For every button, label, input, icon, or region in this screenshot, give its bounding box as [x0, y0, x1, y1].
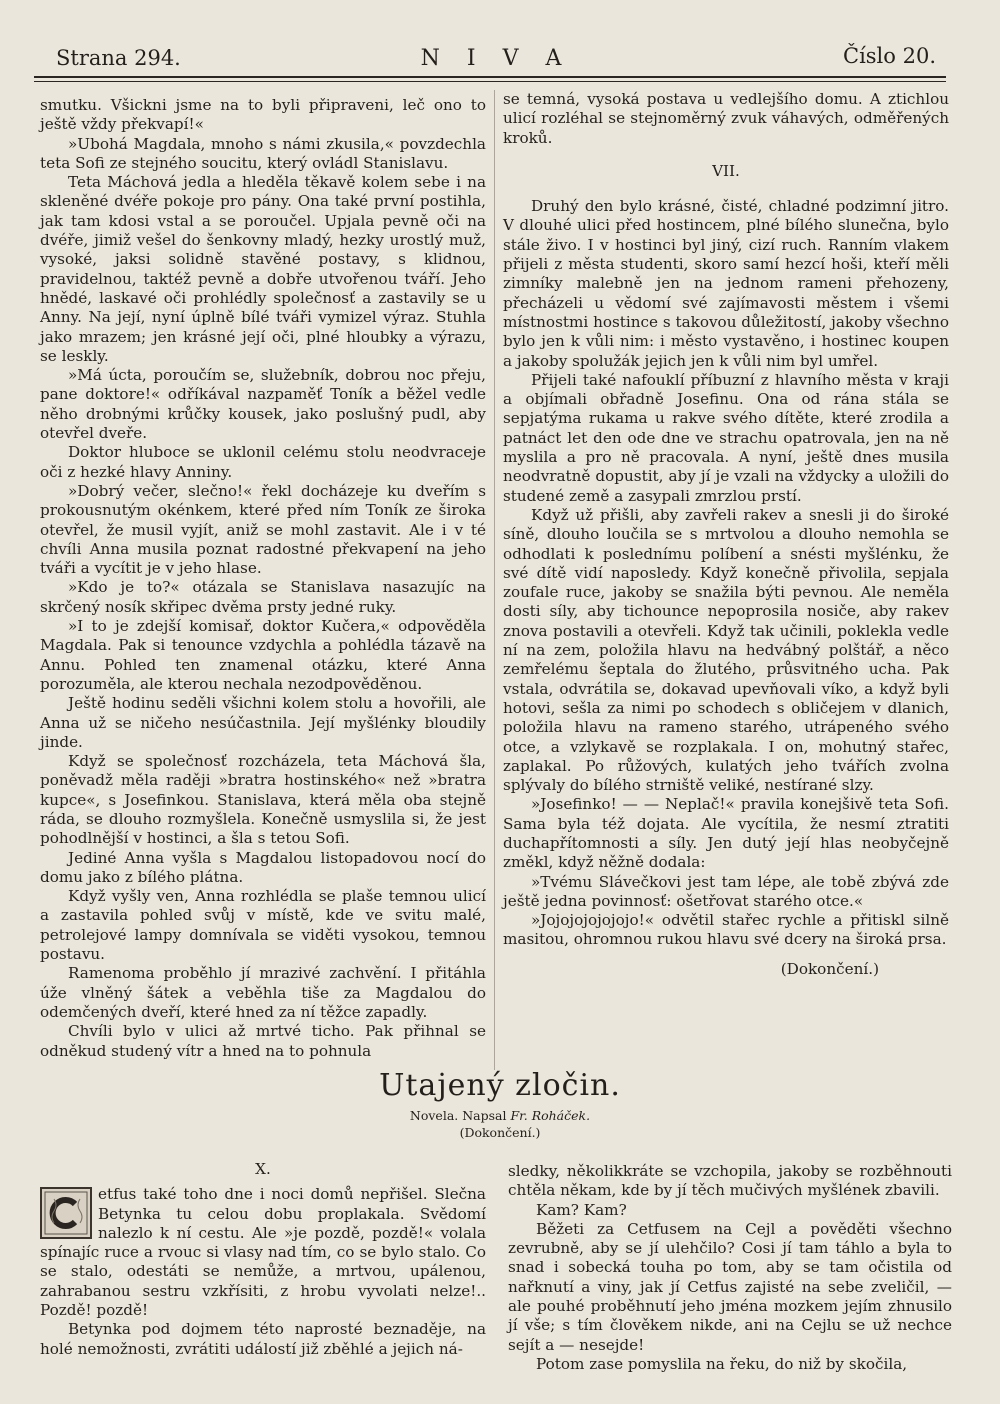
column-divider [494, 90, 495, 1070]
author-name: Fr. Roháček. [510, 1108, 591, 1123]
dropcap-ornament [40, 1187, 92, 1239]
paragraph: Doktor hluboce se uklonil celému stolu neodvraceje oči z hezké hlavy Anniny. [40, 443, 486, 481]
story-left-column [40, 1160, 486, 1359]
dropcap-c-icon [42, 1189, 90, 1237]
paragraph: se temná, vysoká postava u vedlejšího domu. A ztichlou ulicí rozléhal se stejnoměrný zvuk váhavých, odměřených kroků. [503, 90, 949, 147]
right-column [503, 90, 949, 979]
left-column [40, 96, 486, 1061]
paragraph: Když se společnosť rozcházela, teta Máchová šla, poněvadž měla raději »bratra hostinského« než »bratra kupce«, s Josefinkou. Stanislava, která měla oba stejně ráda, se dlouho rozmyšlela. Konečně usmyslila si, že jest pohodlnější v hostinci, a šla s tetou Sofi. [40, 752, 486, 848]
page-number: Strana 294. [56, 46, 181, 70]
story-byline [0, 1107, 1000, 1141]
paragraph: etfus také toho dne i noci domů nepřišel. Slečna Betynka tu celou dobu proplakala. Svědomí nalezlo k ní cestu. Ale »je pozdě, pozdě!« volala spínajíc ruce a rvouc si vlasy nad tím, co se bylo stalo. Co se stalo, odestáti se nemůže, a mrtvou, upálenou, zahrabanou sestru vzkřísiti, z hrobu vyvolati nelze!.. Pozdě! pozdě! [40, 1185, 486, 1320]
story-right-column [508, 1162, 952, 1374]
paragraph: Ramenoma proběhlo jí mrazivé zachvění. I přitáhla úže vlněný šátek a veběhla tiše za Magdalou do odemčených dveří, které hned za ní těžce zapadly. [40, 964, 486, 1021]
paragraph: »Josefinko! — — Neplač!« pravila konejšivě teta Sofi. Sama byla též dojata. Ale vycítila, že nesmí ztratiti duchapřítomnosti a síly. Jen dutý její hlas neobyčejně změkl, když něžně dodala: [503, 795, 949, 872]
paragraph: »Kdo je to?« otázala se Stanislava nasazujíc na skrčený nosík skřipec dvěma prsty jedné ruky. [40, 578, 486, 616]
paragraph: »Dobrý večer, slečno!« řekl docházeje ku dveřím s prokousnutým okénkem, které před ním Toník ze široka otevřel, že musil vyjít, aniž se mohl zastavit. Ale i v té chvíli Anna musila poznat radostné překvapení na jeho tváři a vycítit je v jeho hlase. [40, 481, 486, 578]
chapter-number: X. [255, 1160, 271, 1178]
paragraph: smutku. Všickni jsme na to byli připraveni, leč ono to ještě vždy překvapí!« [40, 96, 486, 134]
paragraph: sledky, několikkráte se vzchopila, jakoby se rozběhnouti chtěla někam, kde by jí těch mučivých myšlének zbavili. [508, 1162, 952, 1200]
paragraph: Když už přišli, aby zavřeli rakev a snesli ji do široké síně, dlouho loučila se s mrtvolou a dlouho nemohla se odhodlati k poslednímu políbení a snésti myšlénku, že své dítě vidí naposledy. Když konečně přivolila, sepjala zoufale ruce, jakoby se snažila býti pevnou. Ale neměla dosti síly, aby tichounce nepoprosila nosiče, aby rakev znova postavili a otevřeli. Když tak učinili, poklekla vedle ní na zem, položila hlavu na hedvábný polštář, a něco zemřelému šeptala do žlutého, průsvitného ucha. Pak vstala, odvrátila se, dokavad upevňovali víko, a když byli hotovi, sešla za nimi po schodech s obličejem v dlanich, položila hlavu na rameno starého, utrápeného svého otce, a vzlykavě se rozplakala. I on, mohutný stařec, zaplakal. Po růžových, kulatých jeho tvářích zvolna splývaly do bílého strniště veliké, nestírané slzy. [503, 505, 949, 795]
paragraph: Chvíli bylo v ulici až mrtvé ticho. Pak přihnal se odněkud studený vítr a hned na to pohnula [40, 1022, 486, 1060]
paragraph: Potom zase pomyslila na řeku, do niž by skočila, [536, 1354, 908, 1373]
paragraph: Teta Máchová jedla a hleděla těkavě kolem sebe i na skleněné dvéře pokoje pro pány. Ona také první postihla, jak tam kdosi vstal a se poroučel. Upjala pevně oči na dvéře, jimiž vešel do šenkovny mladý, hezky urostlý muž, vysoké, jaksi solidně stavěné postavy, s klidnou, pravidelnou, taktéž pevně a dobře utvořenou tváří. Jeho hnědé, laskavé oči prohlédly společnosť a zastavily se u Anny. Na její, nyní úplně bílé tváři vymizel výraz. Stuhla jako mrazem; jen krásné její oči, plné hloubky a výrazu, se leskly. [40, 173, 486, 365]
story-title: Utajený zločin. [379, 1068, 621, 1103]
paragraph: Kam? Kam? [536, 1200, 627, 1219]
paragraph: Druhý den bylo krásné, čisté, chladné podzimní jitro. V dlouhé ulici před hostincem, plné bílého slunečna, bylo stále živo. I v hostinci byl jiný, cizí ruch. Ranním vlakem přijeli z města studenti, skoro samí hezcí hoši, kteří měli zimníky malebně jen na jednom rameni přehozeny, přecházeli u vědomí své zajímavosti městem i všemi místnostmi hostince s takovou důležitostí, jakoby všechno bylo jen k vůli nim: i město vystavěno, i hostinec koupen a jakoby spolužák jejich jen k vůli nim byl umřel. [503, 197, 949, 370]
header-rule-thin [34, 81, 946, 82]
paragraph: »Má úcta, poroučím se, služebník, dobrou noc přeju, pane doktore!« odříkával nazpaměť Toník a běžel vedle něho drobnými krůčky kousek, jako poslušný pudl, aby otevřel dveře. [40, 366, 486, 443]
paragraph: Betynka pod dojmem této naprosté beznaděje, na holé nemožnosti, zvrátiti událostí již zběhlé a jejich ná- [40, 1320, 486, 1358]
paragraph: »Ubohá Magdala, mnoho s námi zkusila,« povzdechla teta Sofi ze stejného soucitu, který ovládl Stanislavu. [40, 134, 486, 172]
paragraph: »Jojojojojojojo!« odvětil stařec rychle a přitiskl silně masitou, ohromnou rukou hlavu své dcery na široká prsa. [503, 911, 949, 949]
paragraph: Jediné Anna vyšla s Magdalou listopadovou nocí do domu jako z bílého plátna. [40, 848, 486, 886]
byline-prefix: Novela. Napsal [409, 1108, 507, 1123]
paragraph: »Tvému Slávečkovi jest tam lépe, ale tobě zbývá zde ještě jedna povinnosť: ošetřovat starého otce.« [503, 872, 949, 910]
issue-number: Číslo 20. [843, 44, 936, 68]
story-note: (Dokončení.) [459, 1125, 541, 1140]
paragraph: Běžeti za Cetfusem na Cejl a pověděti všechno zevrubně, aby se jí ulehčilo? Cosi jí tam táhlo a byla to snad i sobecká touha po tom, aby se tam očistila od nařknutí a viny, jak jí Cetfus zajisté na sebe zveličil, — ale pouhé proběhnutí jeho jména mozkem jejím zhnusilo jí vše; s tím člověkem nikde, ani na Cejlu se už nechce sejít a — nesejde! [508, 1219, 952, 1354]
paragraph: Ještě hodinu seděli všichni kolem stolu a hovořili, ale Anna už se ničeho nesúčastnila. Její myšlénky bloudily jinde. [40, 694, 486, 751]
section-heading: VII. [712, 161, 740, 180]
continuation-note: (Dokončení.) [780, 959, 879, 978]
paragraph: Když vyšly ven, Anna rozhlédla se plaše temnou ulicí a zastavila pohled svůj v místě, kde ve svitu malé, petrolejové lampy domnívala se viděti vysokou, temnou postavu. [40, 887, 486, 964]
magazine-title: N I V A [420, 46, 572, 71]
page-header [56, 44, 936, 74]
paragraph: Přijeli také nafouklí příbuzní z hlavního města v kraji a objímali obřadně Josefinu. Ona od rána stála se sepjatýma rukama u rakve svého dítěte, které zrodila a patnáct let den ode dne ve strachu opatrovala, jen na ně myslila a pro ně pracovala. A nyní, ještě dnes musila neodvratně dopustit, aby jí je vzali na vždycky a uložili do studené země a zasypali zmrzlou prstí. [503, 370, 949, 505]
paragraph: »I to je zdejší komisař, doktor Kučera,« odpověděla Magdala. Pak si tenounce vzdychla a pohlédla tázavě na Annu. Pohled ten znamenal otázku, které Anna porozuměla, ale kterou nechala nezodpověděnou. [40, 617, 486, 693]
header-rule [34, 76, 946, 78]
